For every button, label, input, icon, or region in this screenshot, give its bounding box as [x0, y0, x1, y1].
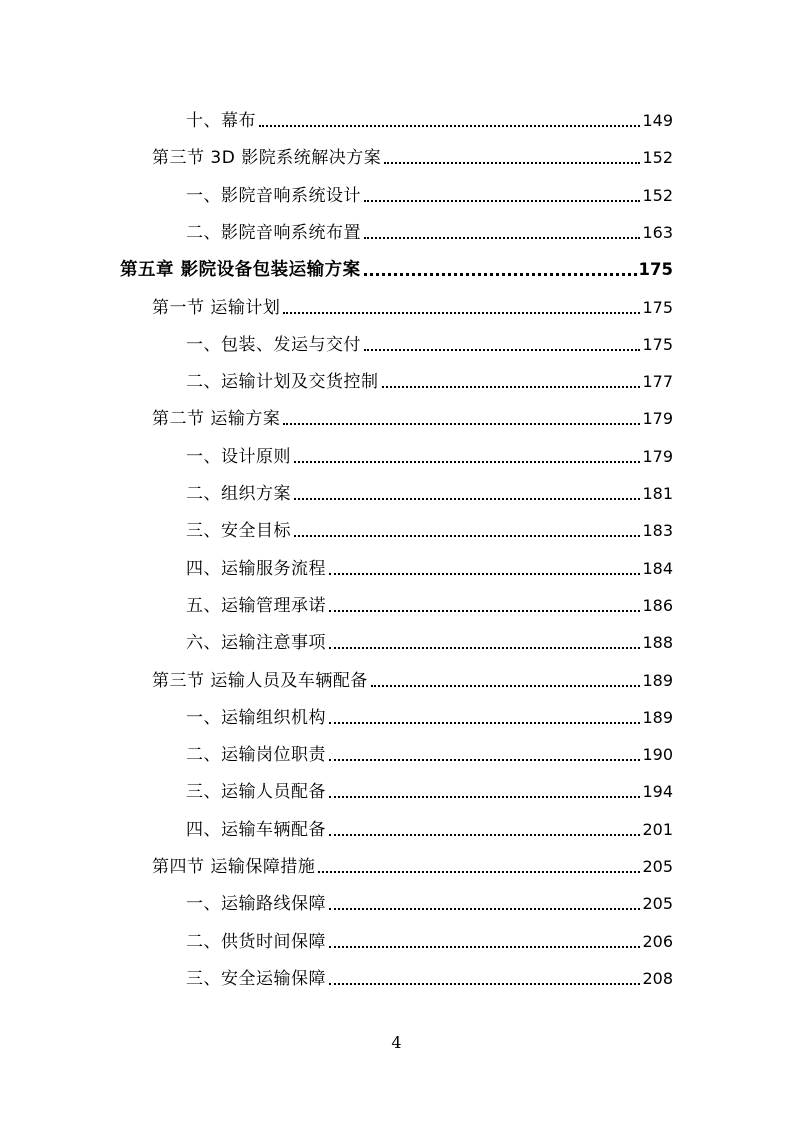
toc-dot-leader	[259, 125, 640, 127]
toc-dot-leader	[329, 573, 640, 575]
toc-entry-title: 一、运输组织机构	[186, 707, 326, 728]
toc-entry-page-number: 206	[642, 931, 673, 951]
toc-dot-leader	[364, 237, 640, 239]
toc-entry-title: 一、影院音响系统设计	[186, 185, 361, 206]
toc-entry-title: 第五章 影院设备包装运输方案	[120, 260, 361, 281]
toc-dot-leader	[371, 685, 641, 687]
toc-dot-leader	[329, 908, 640, 910]
toc-dot-leader	[283, 423, 640, 425]
toc-entry-title: 三、安全目标	[186, 521, 291, 542]
toc-entry-title: 二、运输计划及交货控制	[186, 372, 379, 393]
toc-entry-title: 三、安全运输保障	[186, 968, 326, 989]
toc-dot-leader	[382, 386, 641, 388]
toc-entry-title: 四、运输服务流程	[186, 558, 326, 579]
toc-entry-page-number: 205	[642, 857, 673, 876]
toc-dot-leader	[329, 983, 640, 985]
toc-dot-leader	[329, 796, 640, 798]
toc-entry-title: 五、运输管理承诺	[186, 595, 326, 616]
toc-entry-title: 一、设计原则	[186, 446, 291, 467]
toc-entry[interactable]	[152, 404, 673, 430]
toc-entry[interactable]	[186, 106, 673, 132]
toc-entry-title: 一、运输路线保障	[186, 894, 326, 915]
toc-entry[interactable]	[152, 293, 673, 319]
toc-entry[interactable]	[186, 181, 673, 207]
toc-entry[interactable]	[186, 554, 673, 580]
toc-entry[interactable]	[120, 255, 673, 281]
toc-entry-title: 二、供货时间保障	[186, 931, 326, 952]
toc-dot-leader	[384, 162, 640, 164]
toc-entry[interactable]	[186, 815, 673, 841]
toc-dot-leader	[364, 273, 637, 276]
toc-entry[interactable]	[152, 666, 673, 692]
toc-entry[interactable]	[186, 964, 673, 990]
toc-entry-page-number: 189	[642, 707, 673, 727]
toc-entry[interactable]	[186, 703, 673, 729]
toc-entry-page-number: 186	[642, 595, 673, 615]
toc-entry[interactable]	[186, 367, 673, 393]
toc-entry-page-number: 208	[642, 968, 673, 988]
toc-dot-leader	[364, 200, 640, 202]
toc-entry-page-number: 201	[642, 819, 673, 839]
toc-entry[interactable]	[186, 591, 673, 617]
toc-entry-page-number: 179	[642, 409, 673, 429]
toc-entry-title: 四、运输车辆配备	[186, 819, 326, 840]
toc-entry-title: 二、组织方案	[186, 484, 291, 504]
toc-entry-title: 第二节 运输方案	[152, 409, 281, 430]
toc-entry-page-number: 184	[642, 558, 673, 578]
toc-entry[interactable]	[186, 218, 673, 244]
toc-entry-page-number: 177	[642, 372, 673, 392]
toc-entry[interactable]	[152, 852, 673, 878]
toc-entry-title: 一、包装、发运与交付	[186, 334, 361, 355]
toc-entry[interactable]	[186, 740, 673, 766]
toc-entry-page-number: 163	[642, 222, 673, 242]
toc-entry[interactable]	[186, 479, 673, 505]
toc-dot-leader	[294, 498, 640, 500]
toc-entry-page-number: 175	[642, 334, 673, 354]
toc-dot-leader	[294, 535, 640, 537]
toc-dot-leader	[329, 759, 640, 761]
toc-dot-leader	[364, 349, 640, 351]
toc-entry-title: 二、运输岗位职责	[186, 745, 326, 766]
toc-entry[interactable]	[186, 889, 673, 915]
toc-dot-leader	[329, 946, 640, 948]
toc-dot-leader	[329, 834, 640, 836]
toc-entry-page-number: 152	[642, 148, 673, 168]
toc-entry-title: 第一节 运输计划	[152, 297, 281, 318]
toc-entry-page-number: 190	[642, 745, 673, 765]
toc-entry[interactable]	[186, 330, 673, 356]
toc-entry-title: 三、运输人员配备	[186, 782, 326, 803]
toc-entry-page-number: 194	[642, 782, 673, 802]
toc-dot-leader	[294, 461, 640, 463]
toc-entry[interactable]	[186, 516, 673, 542]
toc-entry-page-number: 183	[642, 521, 673, 541]
toc-entry-title: 六、运输注意事项	[186, 633, 326, 654]
toc-entry-title: 第四节 运输保障措施	[152, 857, 316, 877]
toc-entry-page-number: 205	[642, 894, 673, 914]
toc-entry-page-number: 175	[642, 297, 673, 317]
toc-entry-page-number: 175	[638, 260, 673, 280]
toc-dot-leader	[318, 871, 640, 873]
toc-entry-title: 二、影院音响系统布置	[186, 222, 361, 243]
toc-entry-title: 第三节 运输人员及车辆配备	[152, 670, 368, 691]
toc-entry[interactable]	[186, 927, 673, 953]
toc-dot-leader	[329, 722, 640, 724]
toc-entry-title: 十、幕布	[186, 111, 256, 131]
toc-entry[interactable]	[186, 628, 673, 654]
toc-entry[interactable]	[186, 442, 673, 468]
toc-entry-page-number: 188	[642, 633, 673, 653]
page-number-footer: 4	[391, 1033, 402, 1052]
toc-entry-title: 第三节 3D 影院系统解决方案	[152, 148, 382, 169]
toc-entry[interactable]	[152, 143, 673, 169]
toc-entry-page-number: 179	[642, 446, 673, 466]
toc-entry-page-number: 181	[642, 484, 673, 503]
toc-entry-page-number: 152	[642, 185, 673, 205]
toc-entry-page-number: 189	[642, 670, 673, 690]
toc-dot-leader	[329, 647, 640, 649]
toc-entry-page-number: 149	[642, 111, 673, 130]
toc-dot-leader	[283, 312, 640, 314]
toc-dot-leader	[329, 610, 640, 612]
toc-entry[interactable]	[186, 777, 673, 803]
